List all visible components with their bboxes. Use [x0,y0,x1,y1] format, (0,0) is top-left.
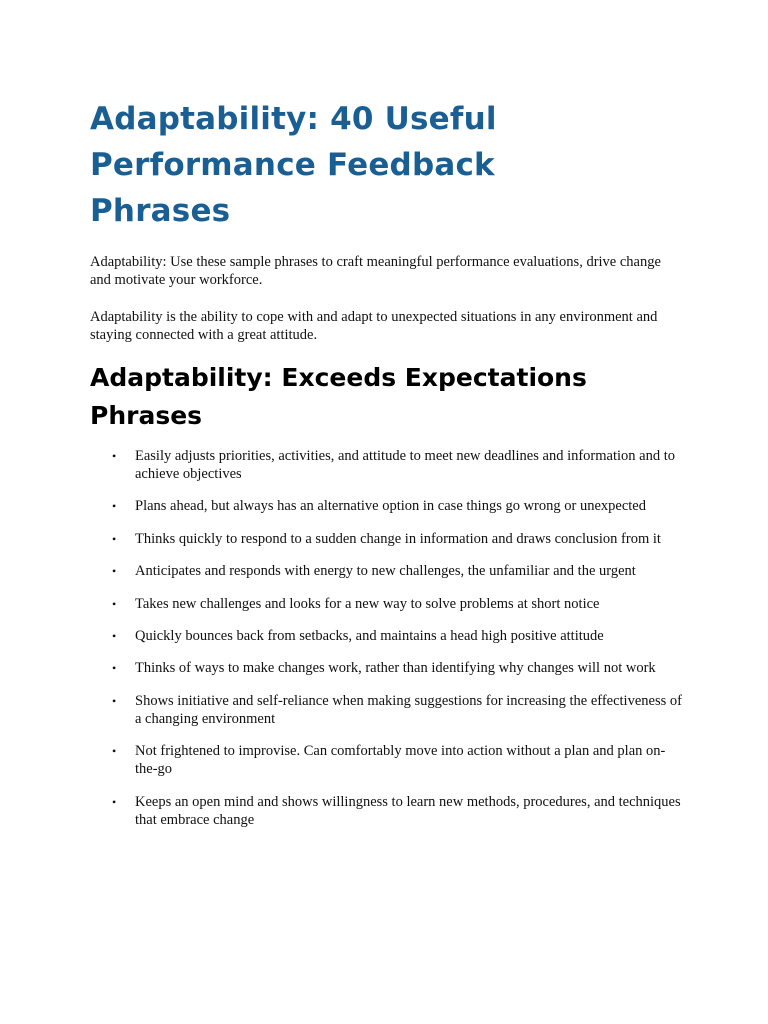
page-title: Adaptability: 40 Useful Performance Feedback Phrases [90,101,497,229]
list-item [90,497,685,515]
bullet-icon: • [112,661,117,676]
list-item-text: Anticipates and responds with energy to new challenges, the unfamiliar and the urgent [135,563,636,580]
list-item-text: Thinks of ways to make changes work, rather than identifying why changes will not work [135,660,656,677]
bullet-icon: • [112,564,117,579]
bullet-icon: • [112,794,117,809]
list-item-text: Shows initiative and self-reliance when making suggestions for increasing the effectiveness of a changing environment [135,692,682,727]
list-item-text: Plans ahead, but always has an alternative option in case things go wrong or unexpected [135,498,646,515]
list-item [90,447,685,483]
list-item-text: Thinks quickly to respond to a sudden change in information and draws conclusion from it [135,530,661,547]
intro-paragraph: Adaptability: Use these sample phrases to craft meaningful performance evaluations, drive change and motivate your workforce. [90,254,661,288]
definition-paragraph: Adaptability is the ability to cope with and adapt to unexpected situations in any environment and staying connected with a great attitude. [90,309,658,343]
list-item [90,692,685,728]
section-heading: Adaptability: Exceeds Expectations Phrases [90,363,587,430]
list-item-text: Easily adjusts priorities, activities, and attitude to meet new deadlines and information and to achieve objectives [135,448,675,482]
bullet-icon: • [112,499,117,514]
list-item [90,793,685,829]
list-item [90,530,685,548]
list-item-text: Keeps an open mind and shows willingness to learn new methods, procedures, and techniques that embrace change [135,793,681,828]
bullet-icon: • [112,628,117,643]
document-page [90,96,690,843]
list-item [90,562,685,580]
list-item [90,659,685,677]
bullet-icon: • [112,744,117,759]
bullet-icon: • [112,693,117,708]
list-item [90,595,685,613]
list-item-text: Quickly bounces back from setbacks, and maintains a head high positive attitude [135,627,604,644]
list-item-text: Not frightened to improvise. Can comfortably move into action without a plan and plan on-the-go [135,743,666,778]
list-item-text: Takes new challenges and looks for a new way to solve problems at short notice [135,595,600,612]
phrase-list [90,447,690,829]
list-item [90,627,685,645]
list-item [90,742,685,778]
bullet-icon: • [112,449,117,463]
bullet-icon: • [112,531,117,546]
bullet-icon: • [112,596,117,611]
